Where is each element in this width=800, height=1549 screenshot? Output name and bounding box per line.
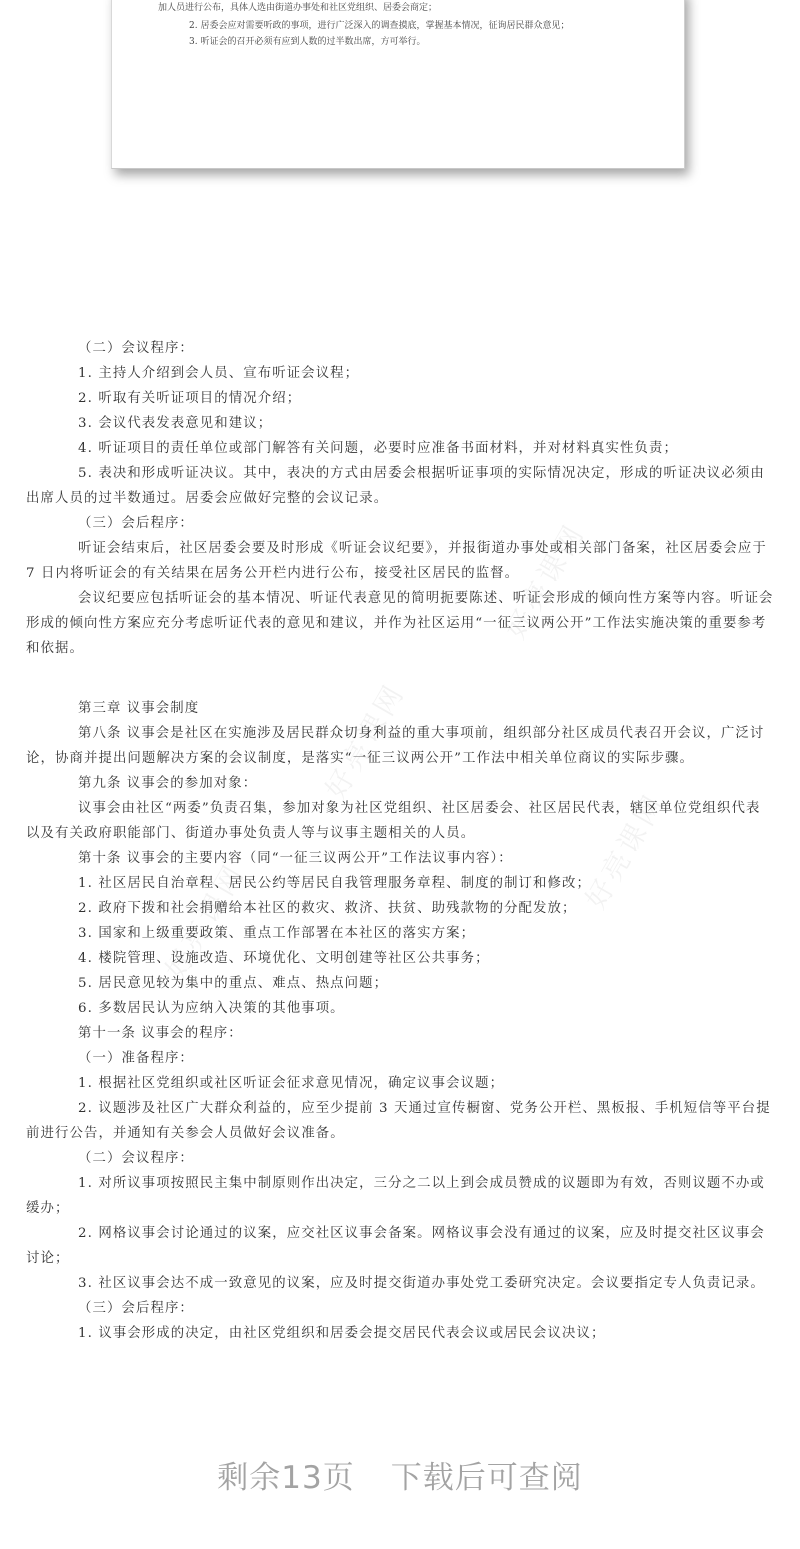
subsection-heading: （二）会议程序：	[78, 1151, 194, 1166]
subsection-heading: （三）会后程序：	[78, 516, 194, 531]
download-to-read-more-banner[interactable]	[0, 1452, 800, 1497]
paragraph: 议事会由社区“两委”负责召集，参加对象为社区党组织、社区居委会、社区居民代表，辖区单位党组织代表以及有关政府职能部门、街道办事处负责人等与议事主题相关的人员。	[26, 801, 761, 841]
subsection-heading: （一）准备程序：	[78, 1051, 194, 1066]
remaining-pages-label: 剩余13页	[217, 1460, 355, 1496]
prev-page-line: 加人员进行公布，具体人选由街道办事处和社区党组织、居委会商定；	[158, 3, 438, 13]
list-item: 1. 议事会形成的决定，由社区党组织和居委会提交居民代表会议或居民会议决议；	[78, 1326, 606, 1341]
watermark: 好亮课网	[579, 787, 672, 915]
previous-page-card	[111, 0, 685, 169]
article-heading: 第十一条 议事会的程序：	[78, 1026, 243, 1041]
list-item: 2. 听取有关听证项目的情况介绍；	[78, 391, 302, 406]
subsection-heading: （二）会议程序：	[78, 341, 194, 356]
list-item: 2. 政府下拨和社会捐赠给本社区的救灾、救济、扶贫、助残款物的分配发放；	[78, 901, 577, 916]
list-item: 1. 社区居民自治章程、居民公约等居民自我管理服务章程、制度的制订和修改；	[78, 876, 592, 891]
paragraph: 听证会结束后，社区居委会要及时形成《听证会议纪要》，并报街道办事处或相关部门备案，社区居委会应于 7 日内将听证会的有关结果在居务公开栏内进行公布，接受社区居民的监督。	[26, 541, 767, 581]
list-item: 2. 议题涉及社区广大群众利益的，应至少提前 3 天通过宣传橱窗、党务公开栏、黑板报、手机短信等平台提前进行公告，并通知有关参会人员做好会议准备。	[26, 1101, 771, 1141]
prev-page-line: 2. 居委会应对需要听政的事项，进行广泛深入的调查摸底，掌握基本情况，征询居民群众意见；	[189, 21, 570, 31]
list-item: 3. 社区议事会达不成一致意见的议案，应及时提交街道办事处党工委研究决定。会议要指定专人负责记录。	[78, 1276, 765, 1291]
subsection-heading: （三）会后程序：	[78, 1301, 194, 1316]
article-paragraph: 第八条 议事会是社区在实施涉及居民群众切身利益的重大事项前，组织部分社区成员代表召开会议，广泛讨论，协商并提出问题解决方案的会议制度，是落实“一征三议两公开”工作法中相关单位商议的实际步骤。	[26, 726, 765, 766]
paragraph: 会议纪要应包括听证会的基本情况、听证代表意见的简明扼要陈述、听证会形成的倾向性方案等内容。听证会形成的倾向性方案应充分考虑听证代表的意见和建议，并作为社区运用“一征三议两公开”工作法实施决策的重要参考和依据。	[26, 591, 774, 656]
list-item: 6. 多数居民认为应纳入决策的其他事项。	[78, 1001, 345, 1016]
watermark: 好亮课网	[499, 517, 592, 645]
list-item: 1. 对所议事项按照民主集中制原则作出决定，三分之二以上到会成员赞成的议题即为有效，否则议题不办或缓办；	[26, 1176, 765, 1216]
download-prompt[interactable]: 下载后可查阅	[390, 1460, 583, 1496]
list-item: 1. 主持人介绍到会人员、宣布听证会议程；	[78, 366, 360, 381]
list-item: 4. 楼院管理、设施改造、环境优化、文明创建等社区公共事务；	[78, 951, 490, 966]
spacer	[26, 661, 774, 686]
list-item: 4. 听证项目的责任单位或部门解答有关问题，必要时应准备书面材料，并对材料真实性负责；	[78, 441, 678, 456]
list-item: 2. 网格议事会讨论通过的议案，应交社区议事会备案。网格议事会没有通过的议案，应及时提交社区议事会讨论；	[26, 1226, 765, 1266]
article-heading: 第九条 议事会的参加对象：	[78, 776, 258, 791]
list-item: 5. 居民意见较为集中的重点、难点、热点问题；	[78, 976, 389, 991]
article-heading: 第十条 议事会的主要内容（同“一征三议两公开”工作法议事内容）：	[78, 851, 513, 866]
chapter-heading: 第三章 议事会制度	[78, 701, 200, 716]
list-item: 1. 根据社区党组织或社区听证会征求意见情况，确定议事会议题；	[78, 1076, 505, 1091]
prev-page-line: 3. 听证会的召开必须有应到人数的过半数出席，方可举行。	[189, 37, 426, 47]
list-item: 5. 表决和形成听证决议。其中，表决的方式由居委会根据听证事项的实际情况决定，形成的听证决议必须由出席人员的过半数通过。居委会应做好完整的会议记录。	[26, 466, 765, 506]
watermark: 好亮课网	[319, 677, 412, 805]
list-item: 3. 会议代表发表意见和建议；	[78, 416, 273, 431]
document-body	[26, 336, 774, 1346]
watermark: 好亮课网	[159, 857, 252, 985]
list-item: 3. 国家和上级重要政策、重点工作部署在本社区的落实方案；	[78, 926, 476, 941]
